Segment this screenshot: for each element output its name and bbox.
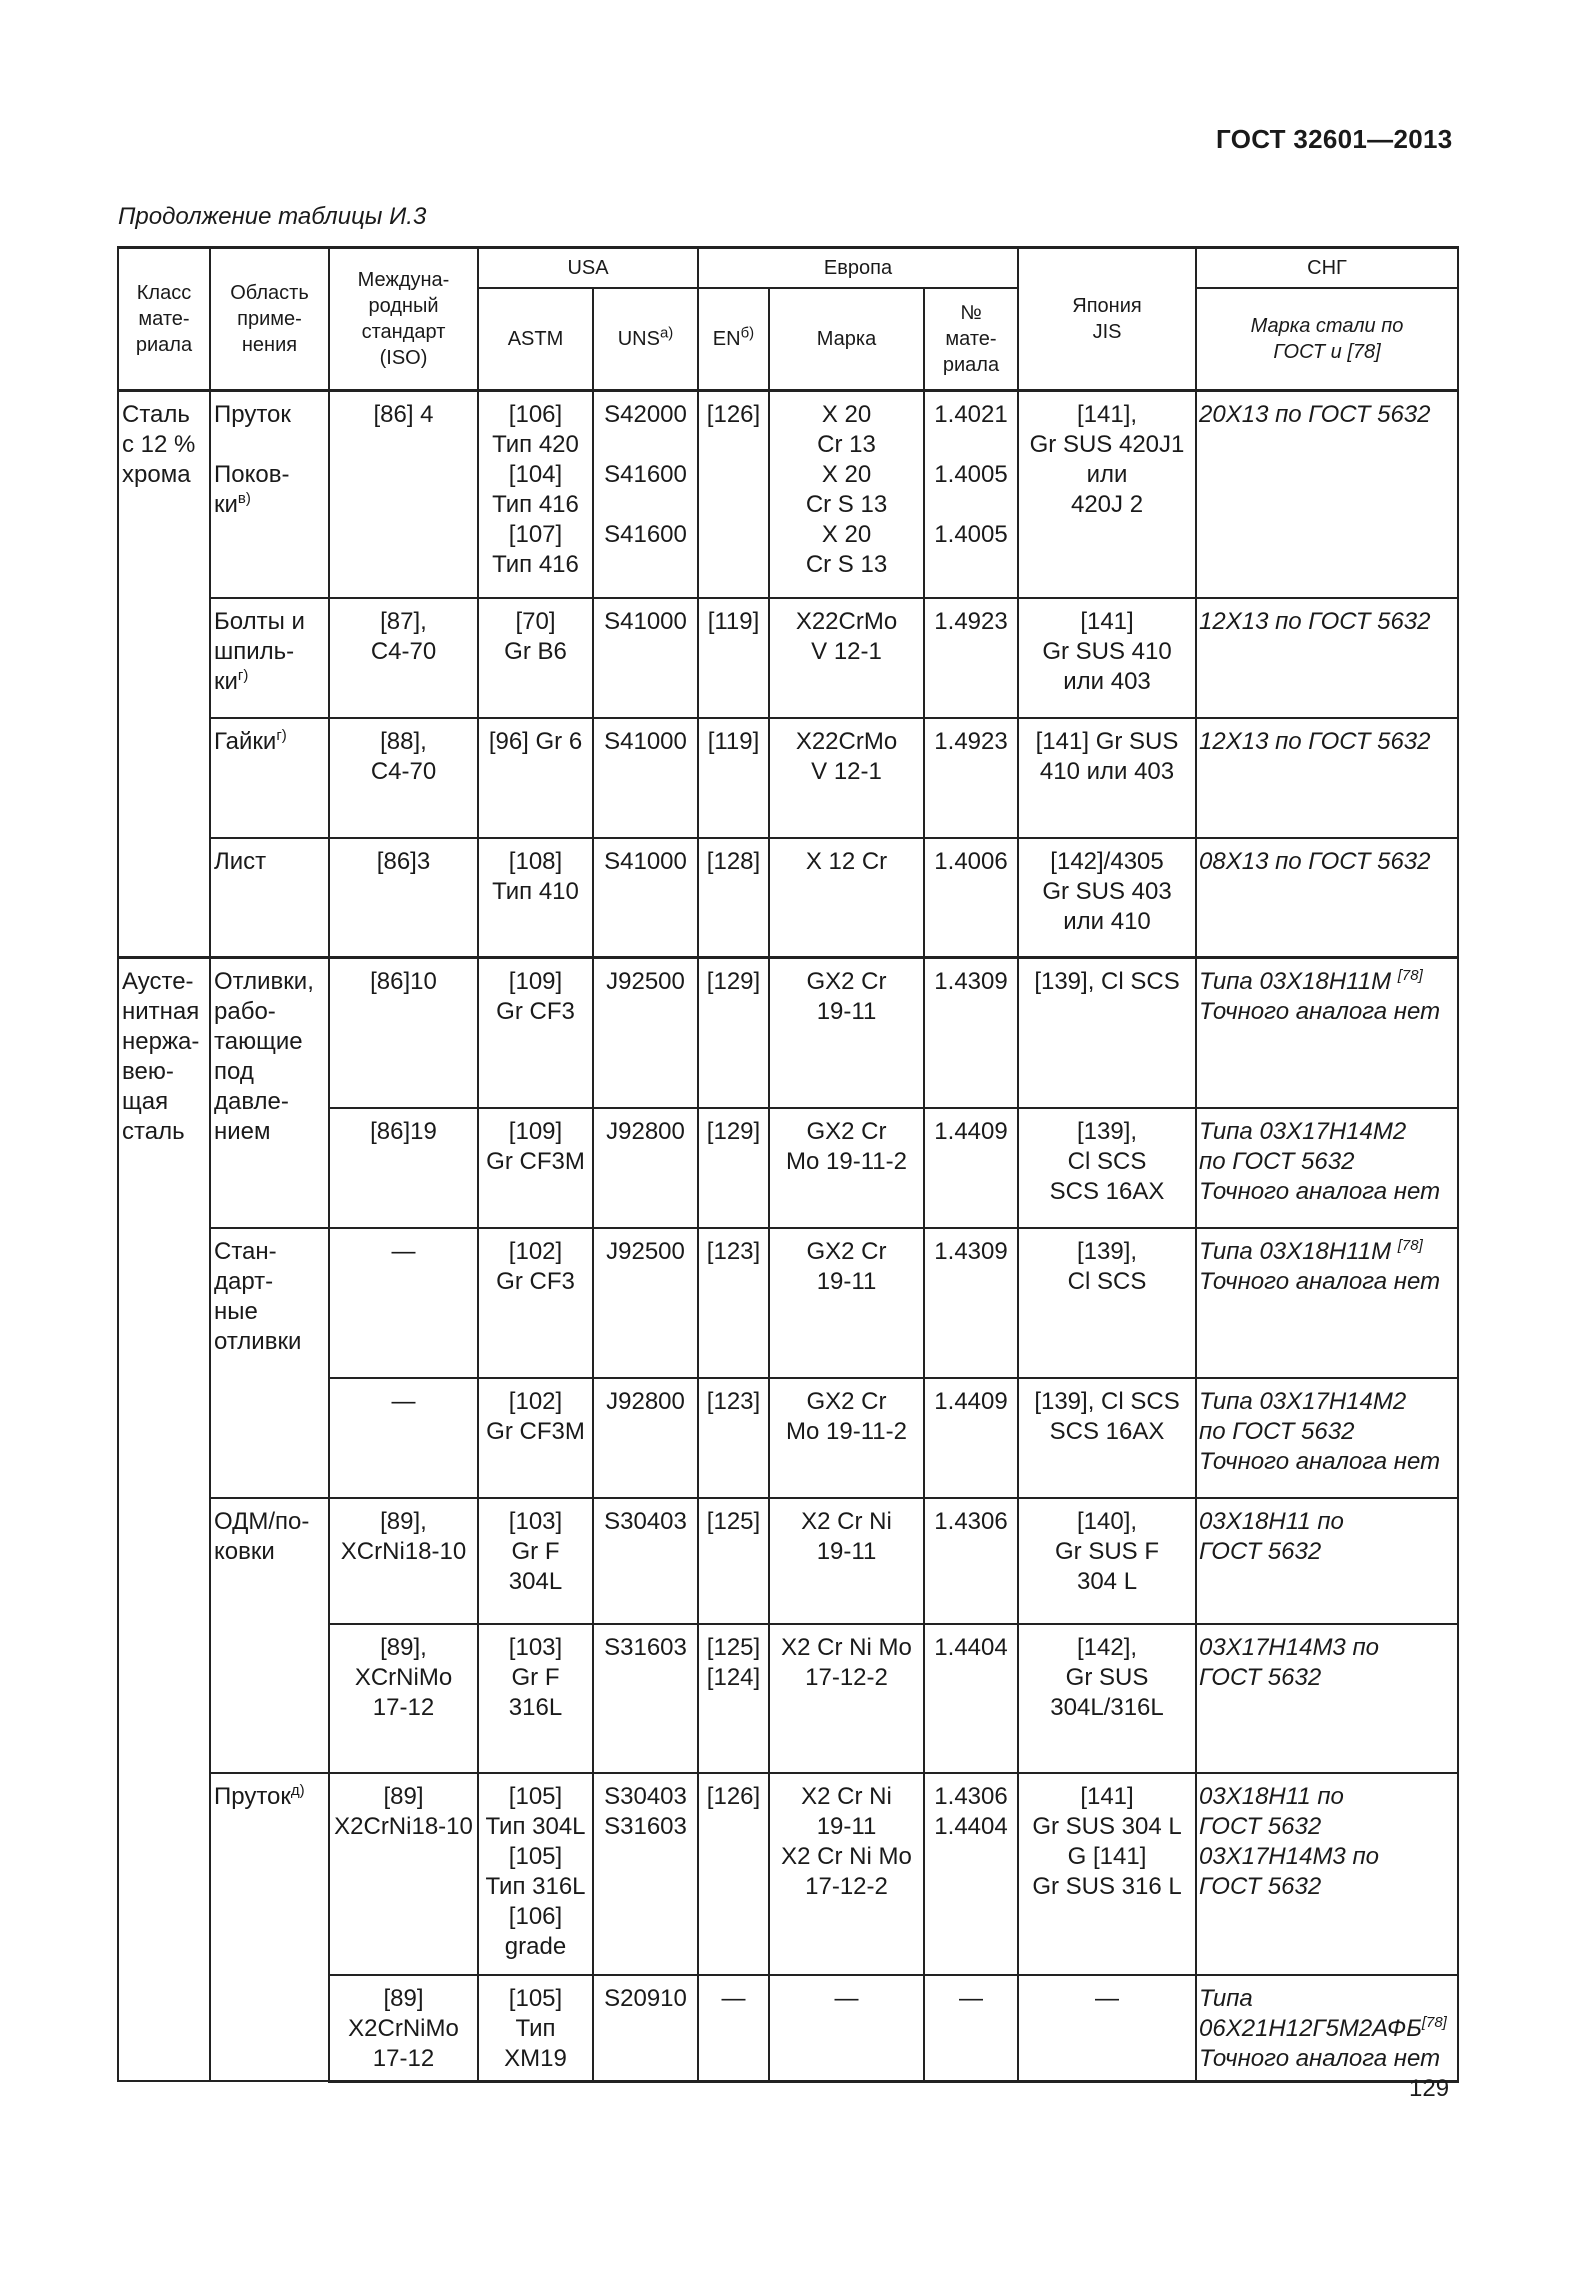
- en-cell: [119]: [698, 718, 769, 838]
- jis-cell: [139], Cl SCS: [1018, 958, 1196, 1108]
- table-row: [118, 1498, 1458, 1624]
- area-cell: Отливки, рабо- тающие под давле- нием: [210, 958, 329, 1228]
- col-header-europe: Европа: [698, 248, 1018, 289]
- col-header-jis: Япония JIS: [1018, 248, 1196, 391]
- en-cell: [126]: [698, 391, 769, 598]
- uns-cell: J92500: [593, 1228, 698, 1378]
- uns-cell: J92800: [593, 1108, 698, 1228]
- uns-cell: S30403 S31603: [593, 1773, 698, 1975]
- material-number-cell: 1.4306: [924, 1498, 1018, 1624]
- iso-cell: [88], C4-70: [329, 718, 478, 838]
- col-header-material-number: № мате- риала: [924, 288, 1018, 391]
- cis-cell: 12Х13 по ГОСТ 5632: [1196, 718, 1458, 838]
- table-row: [118, 391, 1458, 598]
- reference-marker: [78]: [1397, 1236, 1423, 1254]
- col-header-area: Область приме- нения: [210, 248, 329, 391]
- col-header-en: $EN^{б)}$: [698, 288, 769, 391]
- footnote-marker: г): [237, 666, 249, 684]
- cis-cell: 12Х13 по ГОСТ 5632: [1196, 598, 1458, 718]
- page-number: 129: [1409, 2075, 1450, 2102]
- astm-cell: [102] Gr CF3M: [478, 1378, 593, 1498]
- iso-cell: [89] X2CrNiMo 17-12: [329, 1975, 478, 2082]
- cis-cell: Типа 03Х17Н14М2 по ГОСТ 5632 Точного аналога нет: [1196, 1378, 1458, 1498]
- en-cell: [119]: [698, 598, 769, 718]
- area-cell: ОДМ/по- ковки: [210, 1498, 329, 1773]
- area-cell: Болты и шпиль- $ки^{г)}$: [210, 598, 329, 718]
- astm-cell: [103] Gr F 316L: [478, 1624, 593, 1773]
- jis-cell: [141], Gr SUS 420J1 или 420J 2: [1018, 391, 1196, 598]
- col-header-cis: СНГ: [1196, 248, 1458, 289]
- mark-cell: X22CrMo V 12-1: [769, 718, 924, 838]
- table-row: [118, 598, 1458, 718]
- material-number-cell: 1.4309: [924, 1228, 1018, 1378]
- material-number-cell: 1.4923: [924, 718, 1018, 838]
- col-header-mark: Марка: [769, 288, 924, 391]
- cis-cell: 03Х18Н11 по ГОСТ 5632 03Х17Н14М3 по ГОСТ 5632: [1196, 1773, 1458, 1975]
- table-row: [118, 1228, 1458, 1378]
- material-number-cell: 1.4021 1.4005 1.4005: [924, 391, 1018, 598]
- iso-cell: [89], XCrNi18-10: [329, 1498, 478, 1624]
- jis-cell: [139], Cl SCS SCS 16AX: [1018, 1108, 1196, 1228]
- uns-cell: S41000: [593, 598, 698, 718]
- jis-cell: [139], Cl SCS SCS 16AX: [1018, 1378, 1196, 1498]
- astm-cell: [103] Gr F 304L: [478, 1498, 593, 1624]
- footnote-marker: б): [740, 324, 755, 342]
- footnote-marker: г): [276, 726, 287, 744]
- astm-cell: [105] Тип 304L [105] Тип 316L [106] grade: [478, 1773, 593, 1975]
- iso-cell: [89] X2CrNi18-10: [329, 1773, 478, 1975]
- uns-cell: S41000: [593, 838, 698, 958]
- material-class-cell: Сталь с 12 % хрома: [118, 391, 210, 958]
- mark-cell: GX2 Cr 19-11: [769, 1228, 924, 1378]
- mark-cell: GX2 Cr Mo 19-11-2: [769, 1378, 924, 1498]
- col-header-uns: $UNS^{а)}$: [593, 288, 698, 391]
- cis-cell: 20Х13 по ГОСТ 5632: [1196, 391, 1458, 598]
- cis-cell: Типа 03Х18Н11М [78] Точного аналога нет: [1196, 1228, 1458, 1378]
- col-header-cis-grade: Марка стали по ГОСТ и [78]: [1196, 288, 1458, 391]
- material-number-cell: 1.4006: [924, 838, 1018, 958]
- steel-grades-table: [117, 246, 1459, 2083]
- area-cell: Лист: [210, 838, 329, 958]
- table-row: [118, 958, 1458, 1108]
- iso-cell: [86]10: [329, 958, 478, 1108]
- en-cell: [125] [124]: [698, 1624, 769, 1773]
- uns-cell: J92500: [593, 958, 698, 1108]
- en-cell: [123]: [698, 1228, 769, 1378]
- area-cell: Гайки$^{г)}$: [210, 718, 329, 838]
- astm-cell: [109] Gr CF3: [478, 958, 593, 1108]
- table-caption: Продолжение таблицы И.3: [118, 203, 427, 230]
- uns-cell: S42000 S41600 S41600: [593, 391, 698, 598]
- astm-cell: [106] Тип 420 [104] Тип 416 [107] Тип 416: [478, 391, 593, 598]
- astm-cell: [102] Gr CF3: [478, 1228, 593, 1378]
- en-cell: [123]: [698, 1378, 769, 1498]
- en-cell: [125]: [698, 1498, 769, 1624]
- mark-cell: X2 Cr Ni Mo 17-12-2: [769, 1624, 924, 1773]
- material-number-cell: 1.4309: [924, 958, 1018, 1108]
- mark-cell: X22CrMo V 12-1: [769, 598, 924, 718]
- cis-cell: 03Х18Н11 по ГОСТ 5632: [1196, 1498, 1458, 1624]
- footnote-marker: в): [237, 490, 251, 507]
- uns-cell: S31603: [593, 1624, 698, 1773]
- en-cell: [128]: [698, 838, 769, 958]
- material-number-cell: 1.4409: [924, 1108, 1018, 1228]
- document-code: ГОСТ 32601—2013: [1216, 124, 1453, 154]
- material-number-cell: 1.4306 1.4404: [924, 1773, 1018, 1975]
- reference-marker: [78]: [1421, 2013, 1447, 2031]
- iso-cell: [86] 4: [329, 391, 478, 598]
- cis-cell: Типа 03Х18Н11М [78] Точного аналога нет: [1196, 958, 1458, 1108]
- iso-cell: [87], C4-70: [329, 598, 478, 718]
- material-number-cell: —: [924, 1975, 1018, 2082]
- cis-cell: 03Х17Н14М3 по ГОСТ 5632: [1196, 1624, 1458, 1773]
- area-cell: Стан- дарт- ные отливки: [210, 1228, 329, 1498]
- mark-cell: X2 Cr Ni 19-11: [769, 1498, 924, 1624]
- material-number-cell: 1.4404: [924, 1624, 1018, 1773]
- area-cell: Пруток$^{д)}$: [210, 1773, 329, 2082]
- en-cell: —: [698, 1975, 769, 2082]
- iso-cell: [86]19: [329, 1108, 478, 1228]
- mark-cell: X 12 Cr: [769, 838, 924, 958]
- footnote-marker: а): [659, 324, 674, 342]
- iso-cell: [89], XCrNiMo 17-12: [329, 1624, 478, 1773]
- uns-cell: S20910: [593, 1975, 698, 2082]
- jis-cell: [141] Gr SUS 410 или 403: [1018, 718, 1196, 838]
- astm-cell: [70] Gr B6: [478, 598, 593, 718]
- col-header-astm: ASTM: [478, 288, 593, 391]
- astm-cell: [105] Тип XM19: [478, 1975, 593, 2082]
- col-header-class: Класс мате- риала: [118, 248, 210, 391]
- jis-cell: [140], Gr SUS F 304 L: [1018, 1498, 1196, 1624]
- material-class-cell: Аусте- нитная нержа- вею- щая сталь: [118, 958, 210, 2082]
- uns-cell: S30403: [593, 1498, 698, 1624]
- mark-cell: GX2 Cr 19-11: [769, 958, 924, 1108]
- jis-cell: [141] Gr SUS 304 L G [141] Gr SUS 316 L: [1018, 1773, 1196, 1975]
- astm-cell: [108] Тип 410: [478, 838, 593, 958]
- uns-cell: J92800: [593, 1378, 698, 1498]
- reference-marker: [78]: [1397, 967, 1423, 984]
- table-row: [118, 718, 1458, 838]
- iso-cell: —: [329, 1378, 478, 1498]
- en-cell: [129]: [698, 958, 769, 1108]
- cis-cell: 08Х13 по ГОСТ 5632: [1196, 838, 1458, 958]
- table-row: [118, 1773, 1458, 1975]
- jis-cell: —: [1018, 1975, 1196, 2082]
- mark-cell: GX2 Cr Mo 19-11-2: [769, 1108, 924, 1228]
- mark-cell: X 20 Cr 13 X 20 Cr S 13 X 20 Cr S 13: [769, 391, 924, 598]
- mark-cell: —: [769, 1975, 924, 2082]
- jis-cell: [142]/4305 Gr SUS 403 или 410: [1018, 838, 1196, 958]
- cis-cell: Типа 03Х17Н14М2 по ГОСТ 5632 Точного аналога нет: [1196, 1108, 1458, 1228]
- iso-cell: [86]3: [329, 838, 478, 958]
- area-cell: Пруток Поков- $ки^{в)}$: [210, 391, 329, 598]
- astm-cell: [96] Gr 6: [478, 718, 593, 838]
- en-cell: [129]: [698, 1108, 769, 1228]
- cis-cell: Типа 06Х21Н12Г5М2АФБ[78] Точного аналога нет: [1196, 1975, 1458, 2082]
- astm-cell: [109] Gr CF3M: [478, 1108, 593, 1228]
- footnote-marker: д): [290, 1781, 305, 1799]
- uns-cell: S41000: [593, 718, 698, 838]
- material-number-cell: 1.4409: [924, 1378, 1018, 1498]
- jis-cell: [142], Gr SUS 304L/316L: [1018, 1624, 1196, 1773]
- jis-cell: [141] Gr SUS 410 или 403: [1018, 598, 1196, 718]
- table-row: [118, 838, 1458, 958]
- iso-cell: —: [329, 1228, 478, 1378]
- col-header-iso: Междуна- родный стандарт (ISO): [329, 248, 478, 391]
- en-cell: [126]: [698, 1773, 769, 1975]
- material-number-cell: 1.4923: [924, 598, 1018, 718]
- mark-cell: X2 Cr Ni 19-11 X2 Cr Ni Mo 17-12-2: [769, 1773, 924, 1975]
- jis-cell: [139], Cl SCS: [1018, 1228, 1196, 1378]
- col-header-usa: USA: [478, 248, 698, 289]
